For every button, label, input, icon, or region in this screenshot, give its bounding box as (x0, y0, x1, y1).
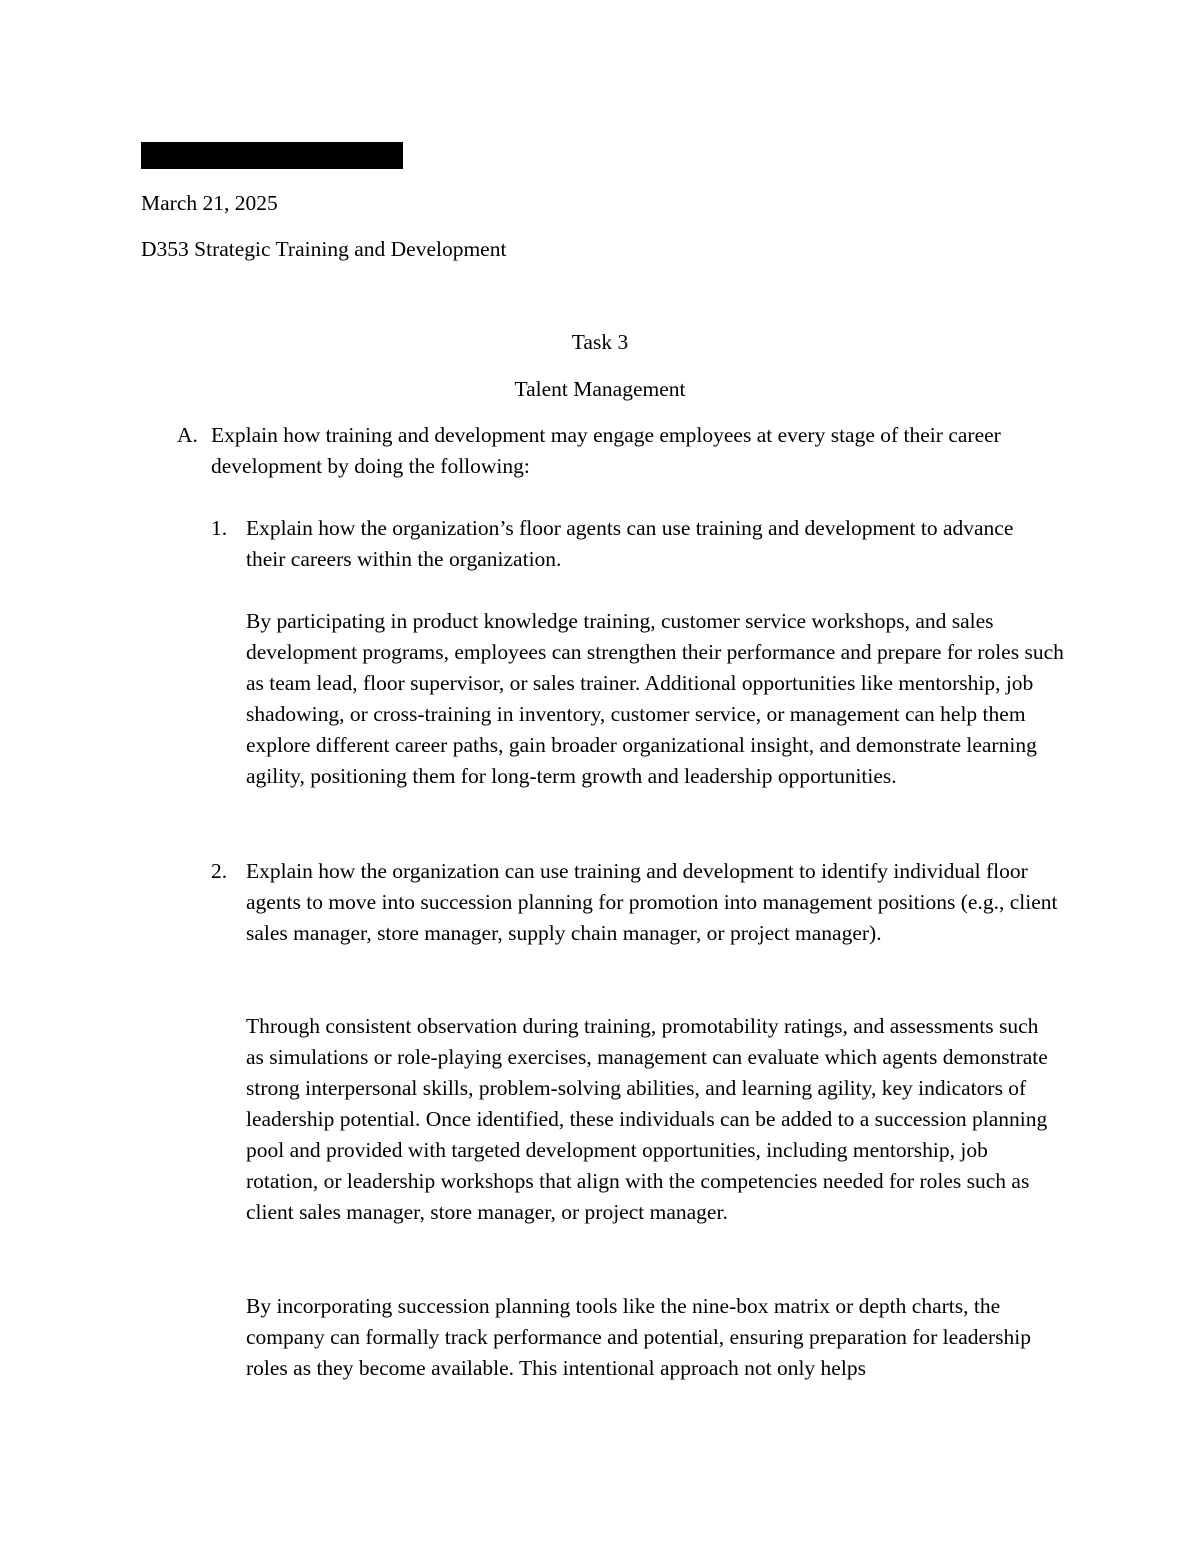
section-a-text: Explain how training and development may engage employees at every stage of their career development by doing the following: (211, 423, 1001, 478)
item-1-marker: 1. (211, 516, 228, 540)
item-1-response: By participating in product knowledge training, customer service workshops, and sales development programs, employees can strengthen their performance and prepare for roles such as team lead, floor supervisor, or sales trainer. Additional opportunities like mentorship, job shadowing, or cross-training in inventory, customer service, or management can help them explore different career paths, gain broader organizational insight, and demonstrate learning agility, positioning them for long-term growth and leadership opportunities. (246, 609, 1064, 788)
item-2-response-2: By incorporating succession planning tools like the nine-box matrix or depth charts, the company can formally track performance and potential, ensuring preparation for leadership roles as they become available. This intentional approach not only helps (246, 1294, 1032, 1380)
redacted-name-bar (141, 142, 403, 169)
course-title: D353 Strategic Training and Development (141, 237, 507, 261)
item-2-response-1: Through consistent observation during training, promotability ratings, and assessments such as simulations or role-playing exercises, management can evaluate which agents demonstrate strong interpersonal skills, problem-solving abilities, and learning agility, key indicators of leadership potential. Once identified, these individuals can be added to a succession planning pool and provided with targeted development opportunities, including mentorship, job rotation, or leadership workshops that align with the competencies needed for roles such as client sales manager, store manager, or project manager. (246, 1014, 1048, 1224)
section-a-marker: A. (177, 423, 198, 447)
document-date: March 21, 2025 (141, 191, 278, 215)
item-2-prompt: Explain how the organization can use training and development to identify individual floor agents to move into succession planning for promotion into management positions (e.g., client sales manager, store manager, supply chain manager, or project manager). (246, 859, 1058, 945)
document-subtitle: Talent Management (514, 377, 686, 401)
task-heading: Task 3 (571, 330, 629, 354)
item-1-prompt: Explain how the organization’s floor agents can use training and development to advance their careers within the organization. (246, 516, 1014, 571)
item-2-marker: 2. (211, 859, 228, 883)
